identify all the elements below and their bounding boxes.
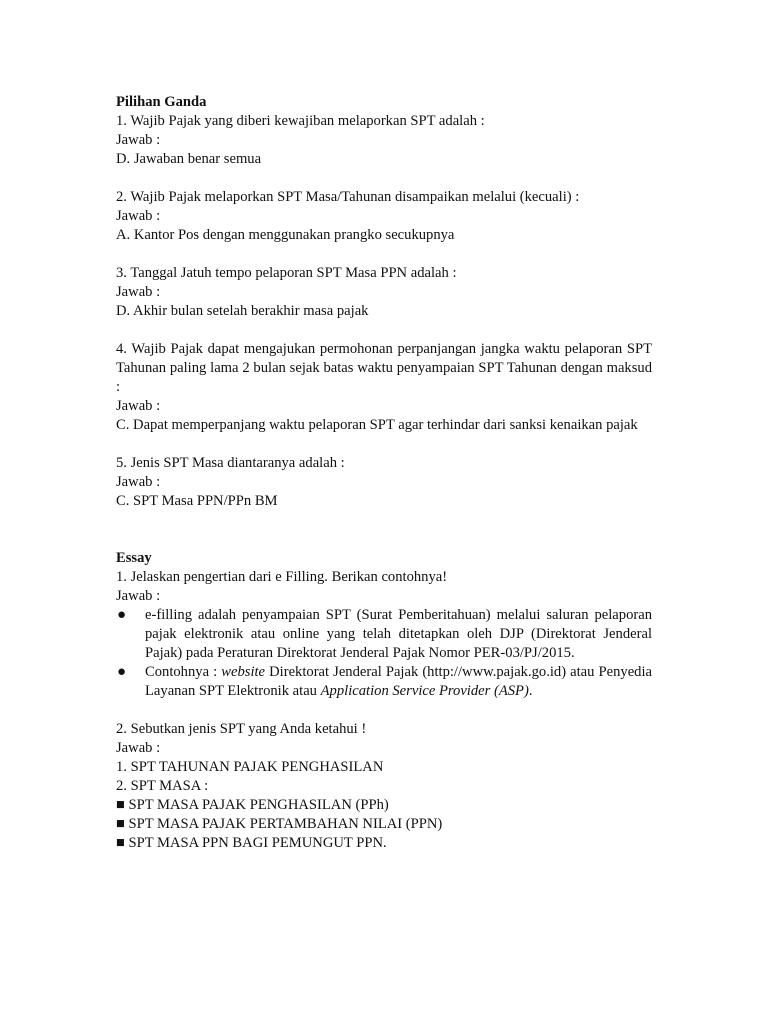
answer-5: C. SPT Masa PPN/PPn BM (116, 493, 278, 509)
question-4: 4. Wajib Pajak dapat mengajukan permohonan perpanjangan jangka waktu pelaporan SPT Tahunan paling lama 2 bulan sejak batas waktu penyampaian SPT Tahunan dengan maksud : (116, 341, 652, 395)
answer-2: A. Kantor Pos dengan menggunakan prangko secukupnya (116, 227, 455, 243)
essay-question-1: 1. Jelaskan pengertian dari e Filling. Berikan contohnya! (116, 569, 448, 585)
bullet-text-example (145, 663, 652, 701)
spt-list-item: ■ SPT MASA PAJAK PENGHASILAN (PPh) (116, 797, 389, 813)
spt-list-item: 1. SPT TAHUNAN PAJAK PENGHASILAN (116, 759, 384, 775)
bullet-dot-icon: ● (117, 664, 127, 680)
spt-list-item: 2. SPT MASA : (116, 778, 209, 794)
question-1: 1. Wajib Pajak yang diberi kewajiban melaporkan SPT adalah : (116, 113, 485, 129)
jawab-label: Jawab : (116, 208, 161, 224)
jawab-label: Jawab : (116, 740, 161, 756)
bullet-dot-icon: ● (117, 607, 127, 623)
jawab-label: Jawab : (116, 284, 161, 300)
section-heading-essay: Essay (116, 550, 152, 566)
answer-1: D. Jawaban benar semua (116, 151, 262, 167)
spt-list-item: ■ SPT MASA PPN BAGI PEMUNGUT PPN. (116, 835, 387, 851)
section-heading-pilihan-ganda: Pilihan Ganda (116, 94, 207, 110)
question-5: 5. Jenis SPT Masa diantaranya adalah : (116, 455, 345, 471)
spt-list-item: ■ SPT MASA PAJAK PERTAMBAHAN NILAI (PPN) (116, 816, 443, 832)
answer-4: C. Dapat memperpanjang waktu pelaporan SPT agar terhindar dari sanksi kenaikan pajak (116, 417, 638, 433)
jawab-label: Jawab : (116, 132, 161, 148)
document-content (116, 93, 652, 853)
bullet-item (116, 663, 652, 701)
example-italic-asp: Application Service Provider (ASP) (320, 683, 529, 699)
jawab-label: Jawab : (116, 474, 161, 490)
example-text: Direktorat Jenderal Pajak (http://www.pajak.go.id) atau Penyedia Layanan SPT Elektronik atau (145, 664, 652, 699)
bullet-text-definition: e-filling adalah penyampaian SPT (Surat Pemberitahuan) melalui saluran pelaporan pajak elektronik atau online yang telah ditetapkan oleh DJP (Direktorat Jenderal Pajak) pada Peraturan Direktorat Jenderal Pajak Nomor PER-03/PJ/2015. (145, 607, 652, 661)
question-3: 3. Tanggal Jatuh tempo pelaporan SPT Masa PPN adalah : (116, 265, 457, 281)
jawab-label: Jawab : (116, 398, 161, 414)
answer-3: D. Akhir bulan setelah berakhir masa pajak (116, 303, 369, 319)
jawab-label: Jawab : (116, 588, 161, 604)
question-2: 2. Wajib Pajak melaporkan SPT Masa/Tahunan disampaikan melalui (kecuali) : (116, 189, 580, 205)
example-text: Contohnya : (145, 664, 218, 680)
example-text-end: . (528, 683, 533, 699)
bullet-item (116, 606, 652, 663)
essay-question-2: 2. Sebutkan jenis SPT yang Anda ketahui ! (116, 721, 367, 737)
example-italic-website: website (221, 664, 266, 680)
